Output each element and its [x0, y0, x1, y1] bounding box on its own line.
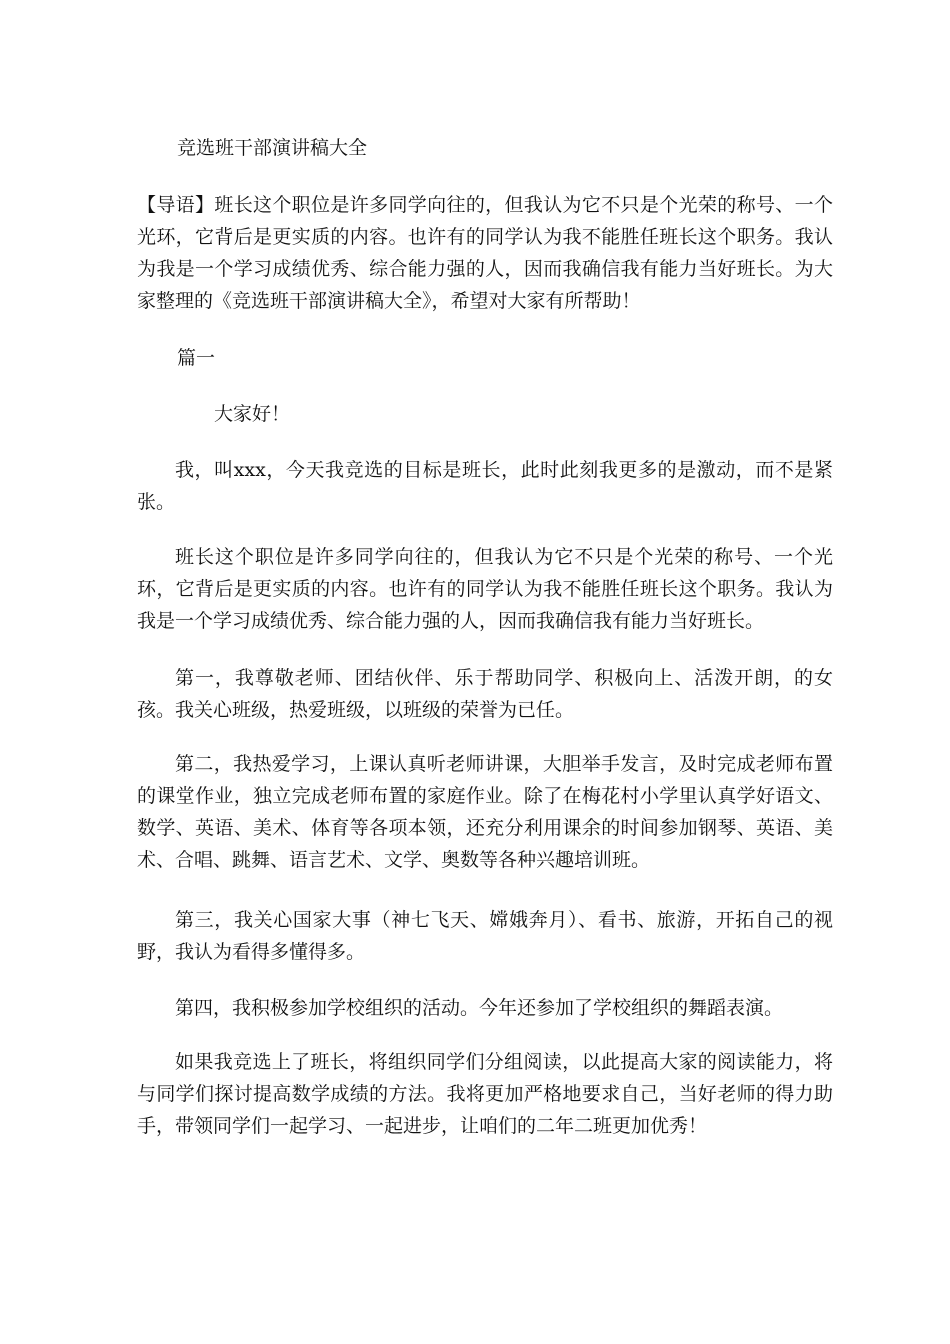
paragraph-1: 我，叫xxx，今天我竞选的目标是班长，此时此刻我更多的是激动，而不是紧张。 — [137, 459, 833, 513]
intro-paragraph: 【导语】班长这个职位是许多同学向往的，但我认为它不只是个光荣的称号、一个光环，它背后是更实质的内容。也许有的同学认为我不能胜任班长这个职务。我认为我是一个学习成绩优秀、综合能力强的人，因而我确信我有能力当好班长。为大家整理的《竞选班干部演讲稿大全》，希望对大家有所帮助！ — [137, 194, 833, 312]
paragraph-5: 第三，我关心国家大事（神七飞天、嫦娥奔月）、看书、旅游，开拓自己的视野，我认为看得多懂得多。 — [137, 909, 833, 963]
paragraph-6: 第四，我积极参加学校组织的活动。今年还参加了学校组织的舞蹈表演。 — [175, 997, 784, 1019]
section-heading: 篇一 — [177, 347, 216, 369]
paragraph-4: 第二，我热爱学习，上课认真听老师讲课，大胆举手发言，及时完成老师布置的课堂作业，独立完成老师布置的家庭作业。除了在梅花村小学里认真学好语文、数学、英语、美术、体育等各项本领，还充分利用课余的时间参加钢琴、英语、美术、合唱、跳舞、语言艺术、文学、奥数等各种兴趣培训班。 — [137, 753, 833, 871]
paragraph-2: 班长这个职位是许多同学向往的，但我认为它不只是个光荣的称号、一个光环，它背后是更实质的内容。也许有的同学认为我不能胜任班长这个职务。我认为我是一个学习成绩优秀、综合能力强的人，因而我确信我有能力当好班长。 — [137, 546, 833, 632]
paragraph-7: 如果我竞选上了班长，将组织同学们分组阅读，以此提高大家的阅读能力，将与同学们探讨提高数学成绩的方法。我将更加严格地要求自己，当好老师的得力助手，带领同学们一起学习、一起进步，让咱们的二年二班更加优秀！ — [137, 1051, 833, 1137]
paragraph-3: 第一，我尊敬老师、团结伙伴、乐于帮助同学、积极向上、活泼开朗，的女孩。我关心班级，热爱班级，以班级的荣誉为已任。 — [137, 667, 833, 721]
document-title: 竞选班干部演讲稿大全 — [177, 137, 368, 159]
greeting-line: 大家好！ — [214, 403, 291, 425]
